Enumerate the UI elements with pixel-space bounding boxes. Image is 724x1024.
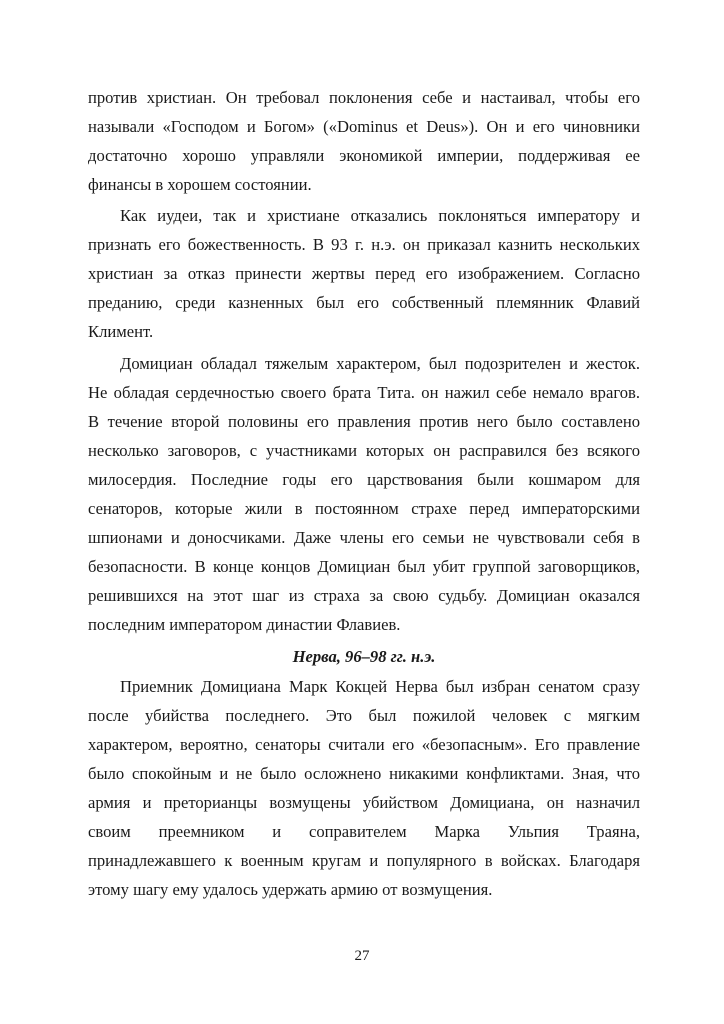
text-line: своим преемником и соправителем Марка Ульпия Траяна, [88, 822, 640, 841]
text-line: характером, вероятно, сенаторы считали его «безопасным». Его правление [88, 735, 640, 754]
text-line: Приемник Домициана Марк Кокцей Нерва был избран сенатом сразу [120, 677, 640, 696]
text-line: Домициан обладал тяжелым характером, был подозрителен и жесток. [120, 354, 640, 373]
text-line: Климент. [88, 322, 154, 341]
text-line: Не обладая сердечностью своего брата Тита. он нажил себе немало врагов. [88, 383, 640, 402]
text-line: называли «Господом и Богом» («Dominus et Deus»). Он и его чиновники [88, 117, 640, 136]
text-line: шпионами и доносчиками. Даже члены его семьи не чувствовали себя в [88, 528, 640, 547]
text-line: этому шагу ему удалось удержать армию от возмущения. [88, 880, 493, 899]
text-line: несколько заговоров, с участниками которых он расправился без всякого [88, 441, 640, 460]
page-number: 27 [354, 948, 370, 964]
text-line: против христиан. Он требовал поклонения себе и настаивал, чтобы его [88, 88, 640, 107]
text-line: христиан за отказ принести жертвы перед его изображением. Согласно [88, 264, 640, 283]
text-line: последним императором династии Флавиев. [88, 615, 401, 634]
text-line: решившихся на этот шаг из страха за свою судьбу. Домициан оказался [88, 586, 640, 605]
text-line: армия и преторианцы возмущены убийством Домициана, он назначил [88, 793, 640, 812]
text-line: безопасности. В конце концов Домициан был убит группой заговорщиков, [88, 557, 640, 576]
text-line: признать его божественность. В 93 г. н.э. он приказал казнить нескольких [88, 235, 640, 254]
text-line: преданию, среди казненных был его собственный племянник Флавий [88, 293, 640, 312]
text-line: было спокойным и не было осложнено никакими конфликтами. Зная, что [88, 764, 640, 783]
text-line: после убийства последнего. Это был пожилой человек с мягким [88, 706, 640, 725]
text-line: Как иудеи, так и христиане отказались поклоняться императору и [120, 206, 640, 225]
text-line: В течение второй половины его правления против него было составлено [88, 412, 640, 431]
text-line: сенаторов, которые жили в постоянном страхе перед императорскими [88, 499, 640, 518]
text-line: достаточно хорошо управляли экономикой империи, поддерживая ее [88, 146, 640, 165]
section-heading: Нерва, 96–98 гг. н.э. [292, 647, 436, 666]
text-line: принадлежавшего к военным кругам и популярного в войсках. Благодаря [88, 851, 640, 870]
text-line: финансы в хорошем состоянии. [88, 175, 312, 194]
text-line: милосердия. Последние годы его царствования были кошмаром для [88, 470, 640, 489]
